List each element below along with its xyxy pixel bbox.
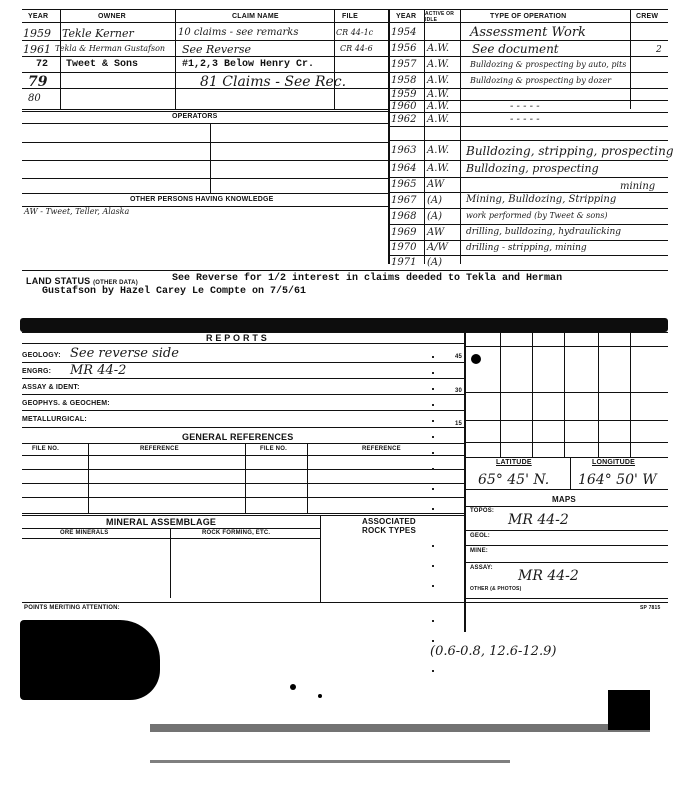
ops-status-7: A.W. <box>427 114 450 125</box>
report-assay-label: ASSAY & IDENT: <box>22 384 80 391</box>
land-status-text-2: Gustafson by Hazel Carey Le Compte on 7/5/61 <box>42 286 307 297</box>
longitude-label: LONGITUDE <box>592 459 636 466</box>
scan-streak-bottom-2 <box>150 760 510 763</box>
general-references-label: GENERAL REFERENCES <box>182 432 294 442</box>
ops-type-7: - - - - - <box>510 114 540 125</box>
ops-status-4: A.W. <box>427 75 450 86</box>
ops-year-5: 1959 <box>391 89 417 100</box>
topos-value: MR 44-2 <box>508 512 569 528</box>
owner-name-2: Tekla & Herman Gustafson <box>55 44 166 53</box>
ops-year-7: 1962 <box>391 114 417 125</box>
ops-type-13: drilling, bulldozing, hydraulicking <box>466 227 622 237</box>
ops-status-14: A/W <box>427 242 448 253</box>
topos-label: TOPOS: <box>470 508 495 514</box>
ref-header-file-no: FILE NO. <box>32 446 59 452</box>
latitude-label: LATITUDE <box>496 459 532 466</box>
other-photos-label: OTHER (& PHOTOS) <box>470 586 522 592</box>
land-status-label <box>26 276 138 286</box>
land-status-sub: (OTHER DATA) <box>93 280 138 286</box>
margin-number-15: 15 <box>455 421 463 427</box>
owner-year-1: 1959 <box>23 27 51 40</box>
scan-smudge-band <box>20 318 668 332</box>
header-active-idle: ACTIVE OR IDLE <box>425 11 455 23</box>
geol-label: GEOL: <box>470 533 490 539</box>
coordinates-note: (0.6-0.8, 12.6-12.9) <box>430 644 557 659</box>
header-file: FILE <box>342 13 358 20</box>
mine-label: MINE: <box>470 548 488 554</box>
corner-code: SP 7815 <box>640 605 661 611</box>
ops-year-2: 1956 <box>391 43 417 54</box>
owner-year-3: 72 <box>36 59 49 70</box>
assoc-rock-types-label-1: ASSOCIATED <box>362 517 416 526</box>
report-metallurgical-label: METALLURGICAL: <box>22 416 87 423</box>
ops-status-9: A.W. <box>427 163 450 174</box>
ref-header-reference: REFERENCE <box>140 446 179 452</box>
header-type-operation: TYPE OF OPERATION <box>490 13 567 20</box>
other-persons-value: AW - Tweet, Teller, Alaska <box>24 207 130 216</box>
ops-status-12: (A) <box>427 211 443 222</box>
assay-value: MR 44-2 <box>518 568 579 584</box>
owner-name-1: Tekle Kerner <box>62 27 134 40</box>
ops-status-10: AW <box>427 179 445 190</box>
ore-minerals-label: ORE MINERALS <box>60 530 109 536</box>
ops-type-10: mining <box>620 181 656 192</box>
ops-year-3: 1957 <box>391 59 417 70</box>
land-status-title: LAND STATUS <box>26 276 91 286</box>
owner-year-5: 80 <box>28 93 41 104</box>
ops-year-14: 1970 <box>391 242 417 253</box>
ops-year-4: 1958 <box>391 75 417 86</box>
owner-file-1: CR 44-1c <box>336 28 374 37</box>
scan-blot-left <box>20 620 160 700</box>
margin-number-45: 45 <box>455 354 463 360</box>
ops-type-4: Bulldozing & prospecting by dozer <box>470 76 612 85</box>
owner-claim-2: See Reverse <box>182 43 251 56</box>
ops-year-15: 1971 <box>391 257 417 268</box>
land-status-text-1: See Reverse for 1/2 interest in claims deeded to Tekla and Herman <box>172 273 563 284</box>
scan-streak-bottom <box>150 724 650 732</box>
ops-type-9: Bulldozing, prospecting <box>466 162 599 175</box>
ops-type-12: work performed (by Tweet & sons) <box>466 211 608 220</box>
ops-year-13: 1969 <box>391 227 417 238</box>
ops-year-10: 1965 <box>391 179 417 190</box>
ops-year-1: 1954 <box>391 27 417 38</box>
ops-year-12: 1968 <box>391 211 417 222</box>
owner-claim-1: 10 claims - see remarks <box>178 27 299 38</box>
ops-year-9: 1964 <box>391 163 417 174</box>
report-geology-label: GEOLOGY: <box>22 352 61 359</box>
map-dot-icon <box>471 354 481 364</box>
margin-number-30: 30 <box>455 388 463 394</box>
ops-status-3: A.W. <box>427 59 450 70</box>
header-claim-name: CLAIM NAME <box>232 13 279 20</box>
scan-speck-2 <box>318 694 322 698</box>
report-geophys-label: GEOPHYS. & GEOCHEM: <box>22 400 110 407</box>
header-year: YEAR <box>28 13 49 20</box>
owner-claim-4: 81 Claims - See Rec. <box>200 74 347 90</box>
owner-file-2: CR 44-6 <box>340 44 373 53</box>
ref-header-reference-2: REFERENCE <box>362 446 401 452</box>
other-persons-label: OTHER PERSONS HAVING KNOWLEDGE <box>130 196 274 203</box>
ops-type-2: See document <box>472 42 559 56</box>
owner-year-2: 1961 <box>23 43 51 56</box>
header-owner: OWNER <box>98 13 126 20</box>
ops-type-11: Mining, Bulldozing, Stripping <box>466 194 617 205</box>
scan-speck <box>290 684 296 690</box>
report-geology-value: See reverse side <box>70 346 179 361</box>
report-engrg-value: MR 44-2 <box>70 363 127 378</box>
ops-year-6: 1960 <box>391 101 417 112</box>
report-engrg-label: ENGRG: <box>22 368 52 375</box>
ops-status-13: AW <box>427 227 445 238</box>
ops-type-1: Assessment Work <box>470 25 586 40</box>
ref-header-file-no-2: FILE NO. <box>260 446 287 452</box>
owner-year-4: 79 <box>28 74 48 90</box>
ops-type-8: Bulldozing, stripping, prospecting <box>466 144 674 158</box>
reports-label: R E P O R T S <box>206 333 267 343</box>
latitude-value: 65° 45' N. <box>478 472 550 488</box>
ops-type-14: drilling - stripping, mining <box>466 243 587 253</box>
ops-status-8: A.W. <box>427 145 450 156</box>
operators-label: OPERATORS <box>172 113 218 120</box>
assay-label: ASSAY: <box>470 565 493 571</box>
owner-claim-3: #1,2,3 Below Henry Cr. <box>182 59 315 70</box>
ops-status-2: A.W. <box>427 43 450 54</box>
ops-year-8: 1963 <box>391 145 417 156</box>
mineral-assemblage-label: MINERAL ASSEMBLAGE <box>106 517 217 527</box>
ops-type-6: - - - - - <box>510 101 540 112</box>
header-year-ops: YEAR <box>396 13 417 20</box>
ops-status-5: A.W. <box>427 89 450 100</box>
maps-label: MAPS <box>552 495 576 504</box>
ops-status-6: A.W. <box>427 101 450 112</box>
ops-type-3: Bulldozing & prospecting by auto, pits <box>470 60 627 69</box>
points-meriting-label: POINTS MERITING ATTENTION: <box>24 605 120 611</box>
ops-crew-2: 2 <box>656 45 662 55</box>
owner-name-3: Tweet & Sons <box>66 59 139 70</box>
assoc-rock-types-label-2: ROCK TYPES <box>362 526 417 535</box>
ops-status-11: (A) <box>427 195 443 206</box>
ops-status-15: (A) <box>427 257 443 268</box>
ops-year-11: 1967 <box>391 195 417 206</box>
rock-forming-label: ROCK FORMING, ETC. <box>202 530 271 536</box>
header-crew: CREW <box>636 13 659 20</box>
longitude-value: 164° 50' W <box>578 472 657 488</box>
